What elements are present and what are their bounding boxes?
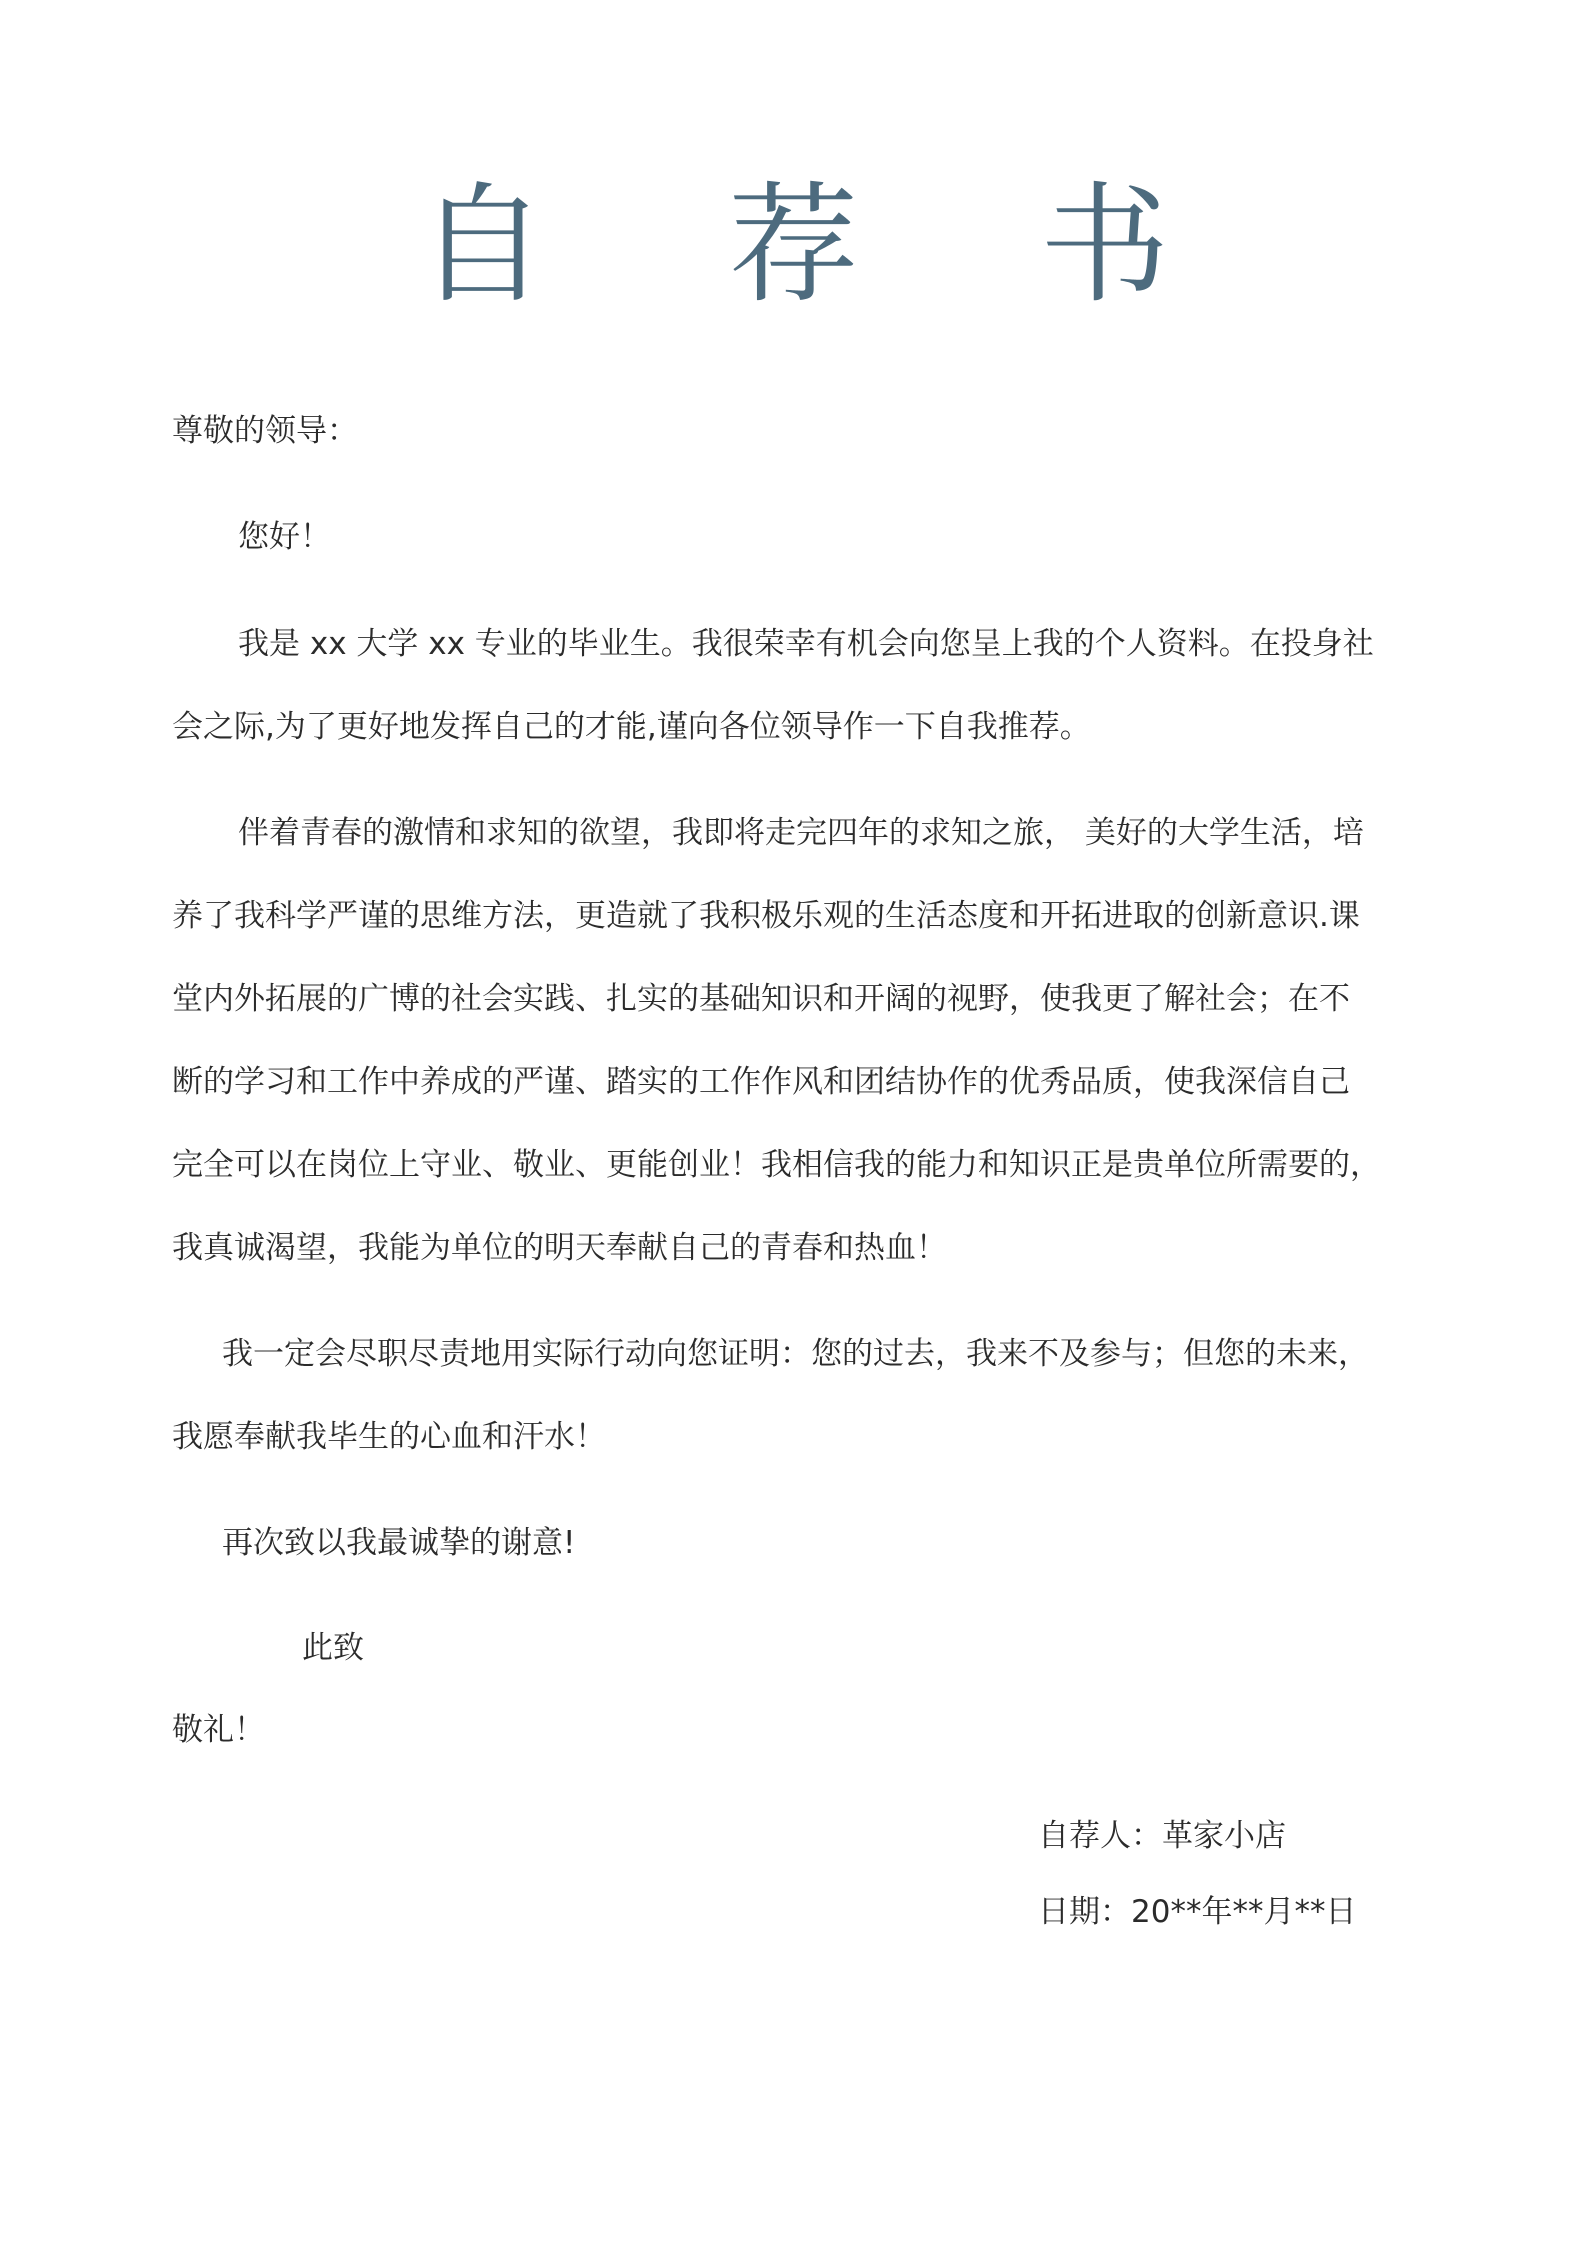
document-title: 自 荐 书 xyxy=(417,169,1240,321)
paragraph-3-line-1: 我一定会尽职尽责地用实际行动向您证明：您的过去，我来不及参与；但您的未来， xyxy=(222,1336,1369,1372)
date-line: 日期：20**年**月**日 xyxy=(1038,1894,1357,1930)
paragraph-2-line-1: 伴着青春的激情和求知的欲望，我即将走完四年的求知之旅， 美好的大学生活，培 xyxy=(238,815,1364,851)
paragraph-2-line-4: 断的学习和工作中养成的严谨、踏实的工作作风和团结协作的优秀品质，使我深信自己 xyxy=(172,1064,1350,1100)
paragraph-2-line-2: 养了我科学严谨的思维方法，更造就了我积极乐观的生活态度和开拓进取的创新意识.课 xyxy=(172,898,1360,934)
signer-line: 自荐人：革家小店 xyxy=(1038,1818,1286,1854)
paragraph-1-line-2: 会之际,为了更好地发挥自己的才能,谨向各位领导作一下自我推荐。 xyxy=(172,709,1091,745)
closing-line-1: 此致 xyxy=(302,1630,364,1666)
paragraph-3-line-2: 我愿奉献我毕生的心血和汗水！ xyxy=(172,1419,606,1455)
closing-line-2: 敬礼！ xyxy=(172,1712,265,1748)
paragraph-2-line-5: 完全可以在岗位上守业、敬业、更能创业！我相信我的能力和知识正是贵单位所需要的， xyxy=(172,1147,1381,1183)
thanks-line: 再次致以我最诚挚的谢意! xyxy=(222,1525,576,1561)
paragraph-1-line-1: 我是 xx 大学 xx 专业的毕业生。我很荣幸有机会向您呈上我的个人资料。在投身社 xyxy=(238,626,1374,662)
paragraph-2-line-3: 堂内外拓展的广博的社会实践、扎实的基础知识和开阔的视野，使我更了解社会；在不 xyxy=(172,981,1350,1017)
paragraph-2-line-6: 我真诚渴望，我能为单位的明天奉献自己的青春和热血！ xyxy=(172,1230,947,1266)
salutation: 尊敬的领导： xyxy=(172,413,358,449)
greeting: 您好！ xyxy=(238,519,331,555)
